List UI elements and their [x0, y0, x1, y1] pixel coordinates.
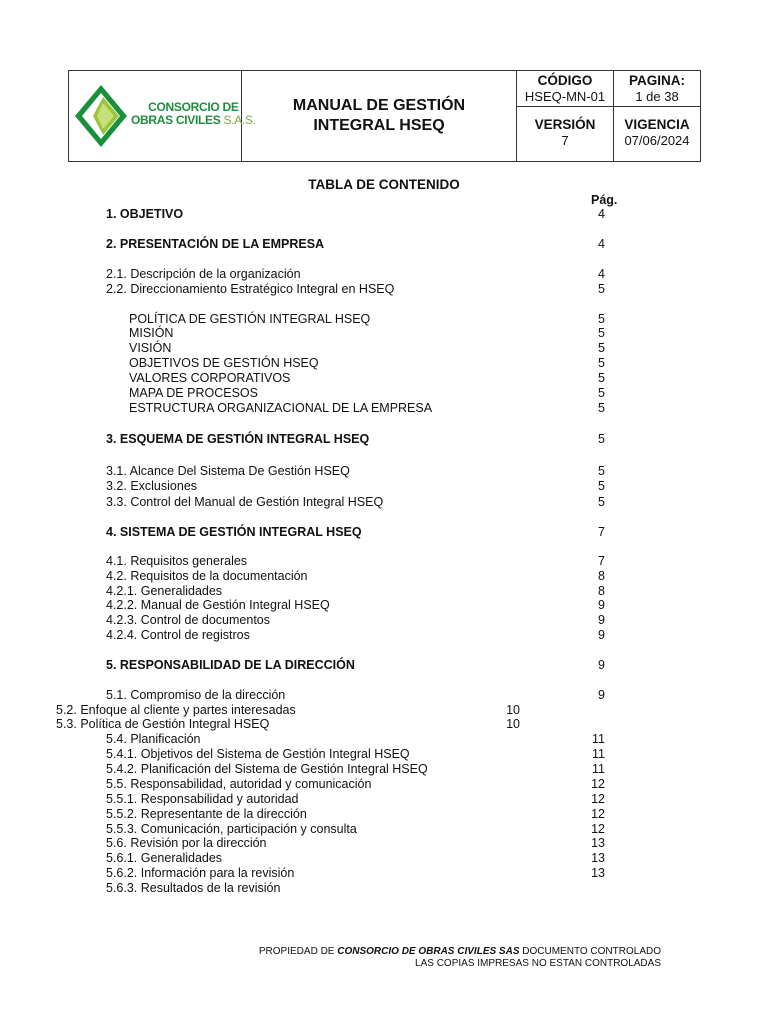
toc-entry-page: 5 [598, 282, 605, 296]
vigencia-cell [614, 107, 700, 161]
toc-entry-text: 3. ESQUEMA DE GESTIÓN INTEGRAL HSEQ [106, 432, 370, 446]
toc-entry-text: 5.5. Responsabilidad, autoridad y comunicación [106, 777, 372, 791]
toc-entry-page: 8 [598, 584, 605, 598]
toc-entry-text: 3.3. Control del Manual de Gestión Integral HSEQ [106, 495, 384, 509]
toc-entry-text: 5. RESPONSABILIDAD DE LA DIRECCIÓN [106, 658, 355, 672]
page-column-header: Pág. [591, 193, 618, 207]
toc-entry-text: 2.1. Descripción de la organización [106, 267, 301, 281]
toc-entry-text: 3.2. Exclusiones [106, 479, 198, 493]
vigencia-value: 07/06/2024 [624, 133, 690, 148]
toc-entry-page: 8 [598, 569, 605, 583]
document-header [68, 70, 701, 162]
toc-entry-text: 4.1. Requisitos generales [106, 554, 248, 568]
toc-entry-page: 12 [591, 822, 605, 836]
toc-entry-page: 10 [506, 703, 520, 717]
toc-entry-text: 4. SISTEMA DE GESTIÓN INTEGRAL HSEQ [106, 525, 362, 539]
toc-entry-page: 4 [598, 267, 605, 281]
toc-entry-page: 5 [598, 312, 605, 326]
toc-entry-page: 5 [598, 432, 605, 446]
logo-cell [69, 71, 256, 161]
vigencia-label: VIGENCIA [624, 117, 690, 132]
toc-entry-page: 5 [598, 401, 605, 415]
title-cell [242, 71, 517, 161]
toc-entry-page: 9 [598, 688, 605, 702]
toc-entry-page: 9 [598, 658, 605, 672]
toc-entry-page: 9 [598, 598, 605, 612]
toc-entry-text: 4.2.3. Control de documentos [106, 613, 270, 627]
toc-entry-text: 5.6.1. Generalidades [106, 851, 223, 865]
toc-entry-text: 5.5.2. Representante de la dirección [106, 807, 307, 821]
toc-entry-page: 7 [598, 525, 605, 539]
pagina-cell [614, 71, 700, 107]
toc-entry-text: 5.5.1. Responsabilidad y autoridad [106, 792, 299, 806]
toc-entry-text: 5.3. Política de Gestión Integral HSEQ [56, 717, 270, 731]
toc-entry-page: 9 [598, 613, 605, 627]
company-logo-text: CONSORCIO DE OBRAS CIVILES S.A.S. [131, 100, 256, 127]
toc-entry-text: 1. OBJETIVO [106, 207, 184, 221]
toc-entry-text: 4.2.2. Manual de Gestión Integral HSEQ [106, 598, 330, 612]
toc-entry-page: 11 [592, 747, 605, 761]
toc-entry-page: 13 [591, 866, 605, 880]
toc-entry-text: 5.5.3. Comunicación, participación y consulta [106, 822, 357, 836]
toc-entry-text: MISIÓN [129, 326, 174, 340]
toc-entry-page: 4 [598, 207, 605, 221]
toc-entry-text: 5.6.3. Resultados de la revisión [106, 881, 281, 895]
toc-entry-text: 4.2. Requisitos de la documentación [106, 569, 308, 583]
version-value: 7 [561, 133, 569, 148]
footer [259, 946, 661, 970]
toc-entry-page: 4 [598, 237, 605, 251]
toc-entry-text: 2. PRESENTACIÓN DE LA EMPRESA [106, 237, 325, 251]
codigo-cell [517, 71, 614, 107]
toc-entry-page: 11 [592, 732, 605, 746]
toc-entry-page: 12 [591, 792, 605, 806]
pagina-value: 1 de 38 [635, 89, 679, 104]
codigo-value: HSEQ-MN-01 [524, 89, 606, 104]
pagina-label: PAGINA: [629, 73, 685, 88]
toc-entry-text: 3.1. Alcance Del Sistema De Gestión HSEQ [106, 464, 350, 478]
toc-entry-text: VISIÓN [129, 341, 172, 355]
toc-entry-page: 12 [591, 807, 605, 821]
toc-entry-page: 5 [598, 371, 605, 385]
toc-entry-text: 5.4. Planificación [106, 732, 201, 746]
toc-entry-page: 7 [598, 554, 605, 568]
toc-entry-text: 5.6. Revisión por la dirección [106, 836, 267, 850]
toc-entry-page: 5 [598, 479, 605, 493]
toc-entry-page: 5 [598, 356, 605, 370]
version-label: VERSIÓN [534, 117, 596, 132]
toc-entry-page: 13 [591, 836, 605, 850]
version-cell [517, 107, 614, 161]
footer-line-2: LAS COPIAS IMPRESAS NO ESTAN CONTROLADAS [415, 958, 661, 969]
toc-entry-page: 5 [598, 326, 605, 340]
company-logo-icon [73, 83, 129, 149]
footer-line-1: PROPIEDAD DE CONSORCIO DE OBRAS CIVILES SAS DOCUMENTO CONTROLADO [258, 946, 661, 957]
toc-entry-text: 2.2. Direccionamiento Estratégico Integral en HSEQ [106, 282, 395, 296]
toc-entry-text: 5.4.1. Objetivos del Sistema de Gestión Integral HSEQ [106, 747, 410, 761]
toc-entry-page: 5 [598, 341, 605, 355]
toc-entry-text: POLÍTICA DE GESTIÓN INTEGRAL HSEQ [129, 312, 371, 326]
footer-company: CONSORCIO DE OBRAS CIVILES SAS [337, 946, 520, 957]
toc-entry-page: 9 [598, 628, 605, 642]
document-title: MANUAL DE GESTIÓN INTEGRAL HSEQ [292, 97, 466, 134]
toc-entry-page: 13 [591, 851, 605, 865]
toc-entry-page: 10 [506, 717, 520, 731]
toc-entry-page: 5 [598, 386, 605, 400]
toc-entry-text: 5.1. Compromiso de la dirección [106, 688, 286, 702]
toc-entry-text: OBJETIVOS DE GESTIÓN HSEQ [129, 356, 319, 370]
toc-entry-page: 11 [592, 762, 605, 776]
toc-entry-text: MAPA DE PROCESOS [129, 386, 258, 400]
toc-entry-page: 12 [591, 777, 605, 791]
toc-entry-text: ESTRUCTURA ORGANIZACIONAL DE LA EMPRESA [129, 401, 433, 415]
toc-entry-text: 4.2.1. Generalidades [106, 584, 223, 598]
toc-entry-text: 5.4.2. Planificación del Sistema de Gestión Integral HSEQ [106, 762, 428, 776]
toc-entry-text: 4.2.4. Control de registros [106, 628, 250, 642]
toc-title: TABLA DE CONTENIDO [308, 177, 460, 192]
toc-entry-page: 5 [598, 464, 605, 478]
toc-entry-text: VALORES CORPORATIVOS [129, 371, 291, 385]
toc-entry-text: 5.2. Enfoque al cliente y partes interesadas [56, 703, 296, 717]
toc-entry-page: 5 [598, 495, 605, 509]
toc-entry-text: 5.6.2. Información para la revisión [106, 866, 295, 880]
codigo-label: CÓDIGO [537, 73, 593, 88]
